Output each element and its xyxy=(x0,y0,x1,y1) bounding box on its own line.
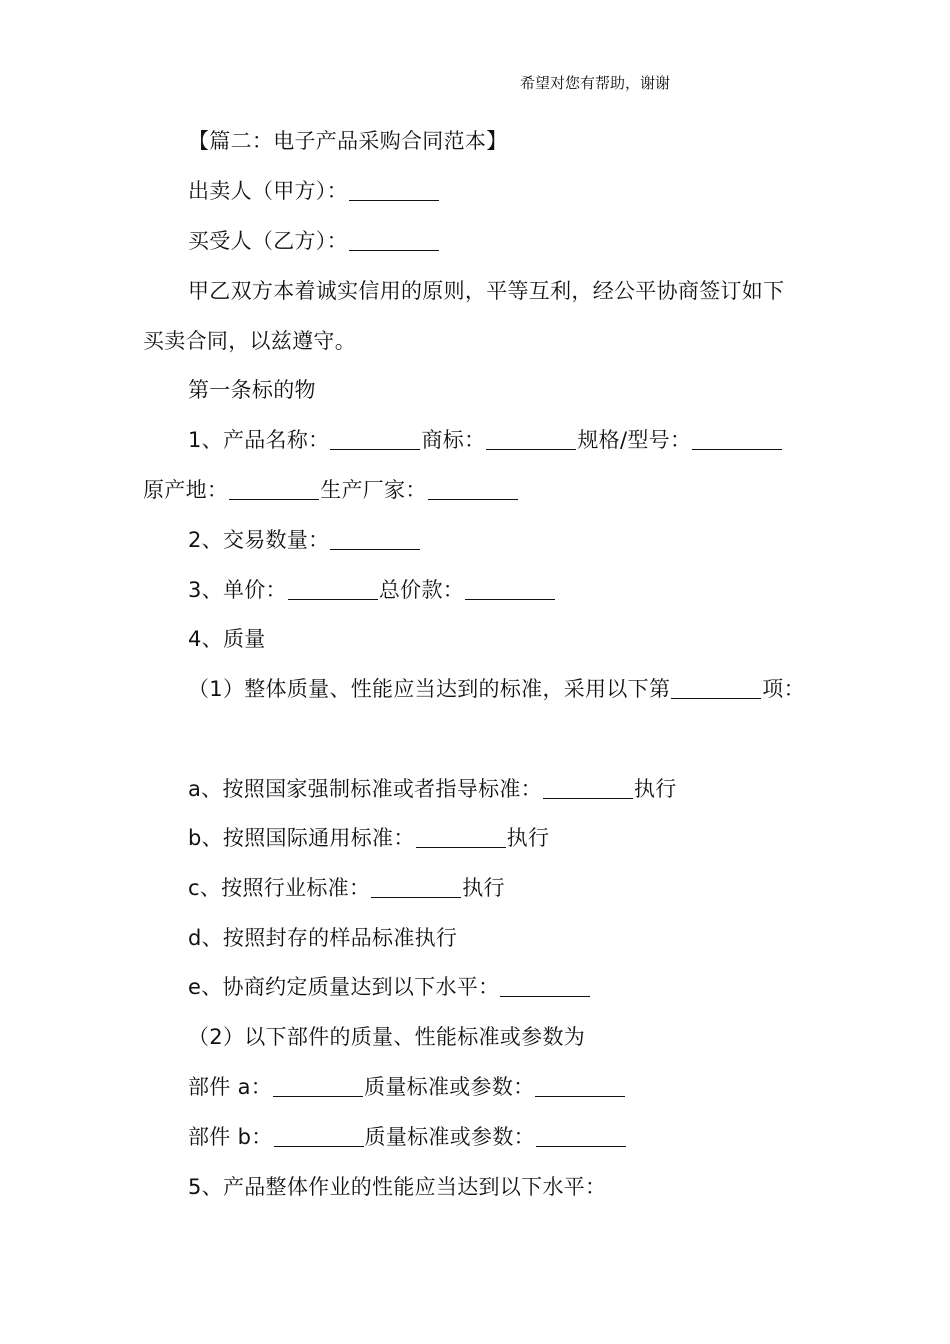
seller-label: 出卖人（甲方）： xyxy=(188,179,348,203)
quality-option-d: d、按照封存的样品标准执行 xyxy=(188,926,458,950)
unit-price-blank xyxy=(288,577,378,600)
intro-line-2: 买卖合同，以兹遵守。 xyxy=(143,329,356,353)
part-a-std-label: 质量标准或参数： xyxy=(364,1075,535,1099)
item-1b-line xyxy=(143,475,519,505)
item-2-line xyxy=(188,525,421,555)
item-5-line: 5、产品整体作业的性能应当达到以下水平： xyxy=(188,1175,607,1199)
quantity-label: 2、交易数量： xyxy=(188,528,330,552)
maker-label: 生产厂家： xyxy=(320,478,427,502)
quality-clause-1-blank xyxy=(671,676,761,699)
option-c-blank xyxy=(371,875,461,898)
document-title: 【篇二：电子产品采购合同范本】 xyxy=(188,129,508,153)
seller-line xyxy=(188,176,440,206)
option-e-text: e、协商约定质量达到以下水平： xyxy=(188,975,500,999)
option-a-suffix: 执行 xyxy=(633,777,677,801)
quality-option-a xyxy=(188,774,677,804)
part-a-label: 部件 a： xyxy=(188,1075,273,1099)
quality-clause-1-suffix: 项： xyxy=(762,677,805,701)
total-price-blank xyxy=(465,577,555,600)
buyer-blank xyxy=(349,228,439,251)
origin-blank xyxy=(229,477,319,500)
quantity-blank xyxy=(330,527,420,550)
brand-blank xyxy=(486,427,576,450)
part-a-blank xyxy=(273,1074,363,1097)
quality-option-b xyxy=(188,823,549,853)
part-b-std-blank xyxy=(536,1124,626,1147)
part-a-line xyxy=(188,1072,626,1102)
quality-clause-2: （2）以下部件的质量、性能标准或参数为 xyxy=(188,1025,586,1049)
part-b-blank xyxy=(274,1124,364,1147)
option-b-text: b、按照国际通用标准： xyxy=(188,826,415,850)
brand-label: 商标： xyxy=(421,428,486,452)
spec-label: 规格/型号： xyxy=(577,428,692,452)
buyer-label: 买受人（乙方）： xyxy=(188,229,348,253)
part-b-label: 部件 b： xyxy=(188,1125,273,1149)
article-1-heading: 第一条标的物 xyxy=(188,378,316,402)
part-b-line xyxy=(188,1122,627,1152)
item-4-heading: 4、质量 xyxy=(188,627,266,651)
item-1-line xyxy=(188,425,783,455)
buyer-line xyxy=(188,226,440,256)
option-c-text: c、按照行业标准： xyxy=(188,876,371,900)
option-a-text: a、按照国家强制标准或者指导标准： xyxy=(188,777,542,801)
intro-line-1: 甲乙双方本着诚实信用的原则，平等互利，经公平协商签订如下 xyxy=(188,279,785,303)
header-note: 希望对您有帮助，谢谢 xyxy=(520,74,671,92)
total-price-label: 总价款： xyxy=(378,578,465,602)
origin-label: 原产地： xyxy=(143,478,229,502)
option-e-blank xyxy=(500,974,590,997)
part-b-std-label: 质量标准或参数： xyxy=(364,1125,535,1149)
unit-price-label: 3、单价： xyxy=(188,578,287,602)
product-name-label: 1、产品名称： xyxy=(188,428,330,452)
quality-option-c xyxy=(188,873,505,903)
spec-blank xyxy=(692,427,782,450)
quality-clause-1 xyxy=(188,674,805,704)
seller-blank xyxy=(349,178,439,201)
option-c-suffix: 执行 xyxy=(462,876,505,900)
quality-clause-1-text: （1）整体质量、性能应当达到的标准，采用以下第 xyxy=(188,677,671,701)
quality-option-e xyxy=(188,972,591,1002)
item-3-line xyxy=(188,575,556,605)
option-b-blank xyxy=(416,825,506,848)
option-a-blank xyxy=(543,776,633,799)
product-name-blank xyxy=(330,427,420,450)
maker-blank xyxy=(428,477,518,500)
part-a-std-blank xyxy=(535,1074,625,1097)
option-b-suffix: 执行 xyxy=(506,826,550,850)
